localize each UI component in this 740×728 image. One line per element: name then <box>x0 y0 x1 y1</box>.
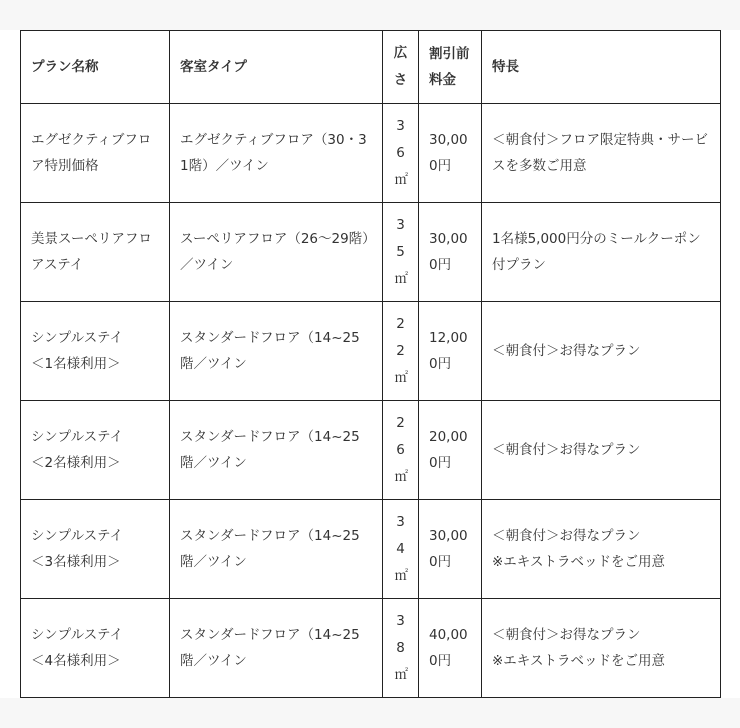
table-row <box>21 401 721 500</box>
area-cell <box>383 599 419 698</box>
plan-name-cell: エグゼクティブフロア特別価格 <box>21 104 170 203</box>
header-area <box>383 31 419 104</box>
room-type-cell: スーペリアフロア（26〜29階）／ツイン <box>170 203 383 302</box>
page-content <box>0 30 740 698</box>
room-type-cell: エグゼクティブフロア（30・31階）／ツイン <box>170 104 383 203</box>
table-header-row <box>21 31 721 104</box>
area-cell <box>383 401 419 500</box>
features-cell: ＜朝食付＞フロア限定特典・サービスを多数ご用意 <box>482 104 721 203</box>
plan-name-cell: シンプルステイ ＜1名様利用＞ <box>21 302 170 401</box>
room-type-cell: スタンダードフロア（14~25階／ツイン <box>170 599 383 698</box>
price-cell: 12,000円 <box>419 302 482 401</box>
price-cell: 30,000円 <box>419 500 482 599</box>
area-cell <box>383 203 419 302</box>
plan-name-cell: 美景スーペリアフロアステイ <box>21 203 170 302</box>
area-value: 38㎡ <box>394 612 408 683</box>
table-row <box>21 302 721 401</box>
room-type-cell: スタンダードフロア（14~25階／ツイン <box>170 302 383 401</box>
table-row <box>21 599 721 698</box>
room-type-cell: スタンダードフロア（14~25階／ツイン <box>170 401 383 500</box>
header-room-type: 客室タイプ <box>170 31 383 104</box>
features-cell: ＜朝食付＞お得なプラン <box>482 401 721 500</box>
area-value: 26㎡ <box>394 414 408 485</box>
header-price: 割引前料金 <box>419 31 482 104</box>
features-cell: ＜朝食付＞お得なプラン ※エキストラベッドをご用意 <box>482 599 721 698</box>
header-area-label: 広さ <box>393 45 408 88</box>
header-features: 特長 <box>482 31 721 104</box>
plan-name-cell: シンプルステイ ＜2名様利用＞ <box>21 401 170 500</box>
area-value: 36㎡ <box>394 117 408 188</box>
plan-name-cell: シンプルステイ ＜3名様利用＞ <box>21 500 170 599</box>
price-cell: 20,000円 <box>419 401 482 500</box>
plan-name-cell: シンプルステイ ＜4名様利用＞ <box>21 599 170 698</box>
area-value: 35㎡ <box>394 216 408 287</box>
features-cell: ＜朝食付＞お得なプラン ※エキストラベッドをご用意 <box>482 500 721 599</box>
price-cell: 30,000円 <box>419 203 482 302</box>
area-cell <box>383 500 419 599</box>
room-type-cell: スタンダードフロア（14~25階／ツイン <box>170 500 383 599</box>
table-row <box>21 104 721 203</box>
features-cell: ＜朝食付＞お得なプラン <box>482 302 721 401</box>
area-value: 34㎡ <box>394 513 408 584</box>
area-cell <box>383 302 419 401</box>
price-cell: 40,000円 <box>419 599 482 698</box>
area-value: 22㎡ <box>394 315 408 386</box>
area-cell <box>383 104 419 203</box>
header-plan-name: プラン名称 <box>21 31 170 104</box>
table-row <box>21 500 721 599</box>
plan-table <box>20 30 721 698</box>
features-cell: 1名様5,000円分のミールクーポン付プラン <box>482 203 721 302</box>
price-cell: 30,000円 <box>419 104 482 203</box>
table-row <box>21 203 721 302</box>
